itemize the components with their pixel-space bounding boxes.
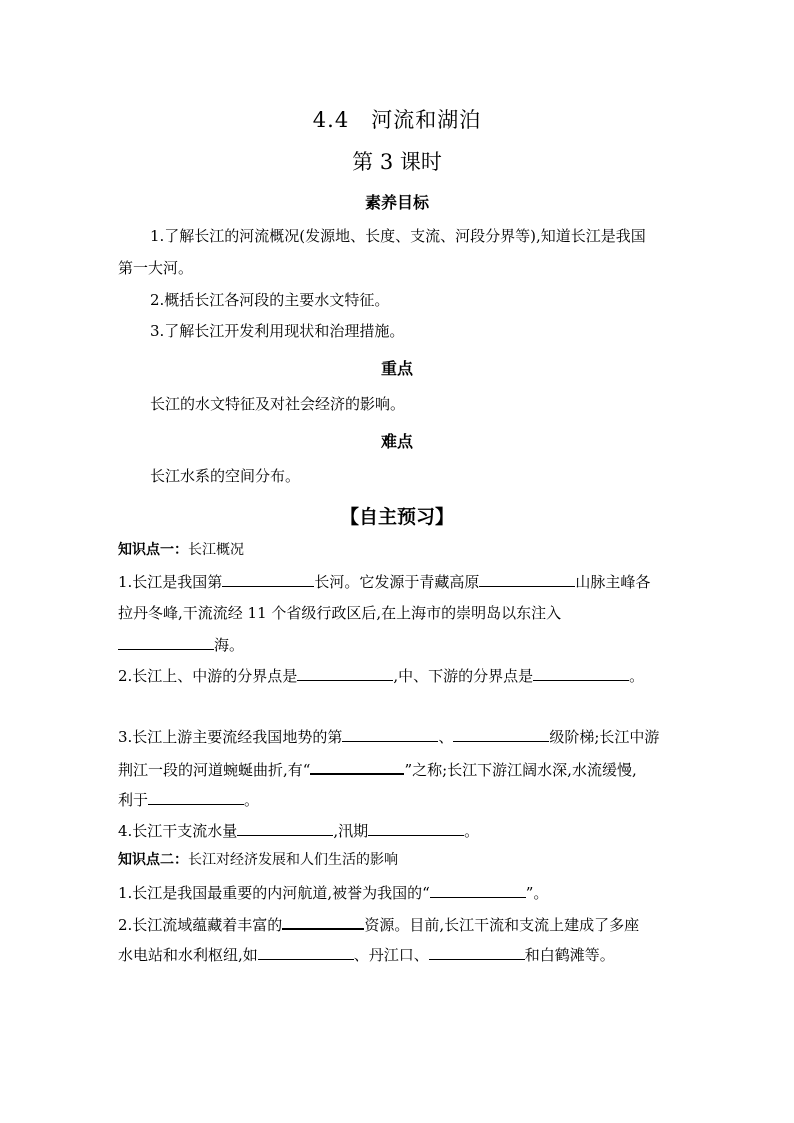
goal-1-line-1: 1.了解长江的河流概况(发源地、长度、支流、河段分界等),知道长江是我国 [150,227,646,245]
answer-blank[interactable] [479,571,575,587]
knowledge-point-1-label: 知识点一： [118,542,188,558]
question-3-text-c: 级阶梯;长江中游 [549,728,660,746]
question-2-text-a: 2.长江上、中游的分界点是 [118,667,298,685]
question-1-text-e: 海。 [214,636,245,654]
question-3-text-f: 利于 [118,791,149,809]
question-1-text-a: 1.长江是我国第 [118,573,223,591]
answer-blank[interactable] [453,726,549,742]
lesson-title: 4.4 河流和湖泊 [312,108,482,132]
answer-blank[interactable] [237,820,333,836]
question-1-text-b: 长河。它发源于青藏高原 [314,573,480,591]
answer-blank[interactable] [429,944,525,960]
kp2-question-2-line-2 [118,944,615,965]
question-4 [118,820,479,841]
knowledge-point-1-title: 长江概况 [188,542,244,558]
question-1-line-2: 拉丹冬峰,干流流经 11 个省级行政区后,在上海市的崇明岛以东注入 [118,604,562,622]
question-3-text-d: 荆江一段的河道蜿蜒曲折,有“ [118,761,311,779]
kp2-question-2-text-e: 和白鹤滩等。 [524,946,615,964]
key-point-text: 长江的水文特征及对社会经济的影响。 [150,395,406,413]
answer-blank[interactable] [258,944,354,960]
answer-blank[interactable] [310,758,404,775]
answer-blank[interactable] [430,882,526,898]
key-point-heading: 重点 [380,359,413,378]
answer-blank[interactable] [533,665,629,681]
goal-1-line-2: 第一大河。 [118,259,194,277]
question-2-text-b: ,中、下游的分界点是 [393,667,534,685]
kp2-question-1-text-a: 1.长江是我国最重要的内河航道,被誉为我国的“ [118,884,430,902]
question-2-text-c: 。 [629,667,645,685]
question-3-line-2 [118,758,637,780]
question-3-line-1 [118,726,659,747]
question-3-line-3 [118,789,259,810]
question-3-text-e: ”之称;长江下游江阔水深,水流缓慢, [404,761,637,779]
goals-heading: 素养目标 [364,193,429,212]
kp2-question-2-text-c: 水电站和水利枢纽,如 [118,946,258,964]
question-4-text-a: 4.长江干支流水量 [118,822,238,840]
knowledge-point-2-heading [118,850,398,870]
question-3-text-b: 、 [438,728,454,746]
question-1-line-3 [118,634,244,655]
difficult-point-text: 长江水系的空间分布。 [150,467,301,485]
answer-blank[interactable] [222,571,314,587]
kp2-question-1-text-b: ”。 [525,884,549,902]
kp2-question-2-line-1 [118,913,639,935]
question-1-text-c: 山脉主峰各 [575,573,651,591]
kp2-question-2-text-a: 2.长江流域蕴藏着丰富的 [118,916,283,934]
knowledge-point-2-label: 知识点二： [118,852,188,868]
knowledge-point-2-title: 长江对经济发展和人们生活的影响 [188,852,398,868]
kp2-question-2-text-d: 、丹江口、 [353,946,429,964]
knowledge-point-1-heading [118,540,244,560]
answer-blank[interactable] [297,665,393,681]
kp2-question-2-text-b: 资源。目前,长江干流和支流上建成了多座 [364,916,640,934]
difficult-point-heading: 难点 [380,432,413,451]
question-3-text-a: 3.长江上游主要流经我国地势的第 [118,728,343,746]
question-3-text-g: 。 [244,791,260,809]
answer-blank[interactable] [118,634,214,650]
lesson-period: 第 3 课时 [352,150,442,174]
goal-3: 3.了解长江开发利用现状和治理措施。 [150,322,405,340]
answer-blank[interactable] [282,913,364,930]
question-2 [118,665,644,686]
answer-blank[interactable] [148,789,244,805]
question-1-line-1 [118,571,650,592]
answer-blank[interactable] [368,820,464,836]
self-preview-heading: 【自主预习】 [339,506,454,528]
goal-2: 2.概括长江各河段的主要水文特征。 [150,291,390,309]
question-4-text-c: 。 [464,822,480,840]
kp2-question-1 [118,882,548,903]
answer-blank[interactable] [342,726,438,742]
question-4-text-b: ,汛期 [333,822,369,840]
